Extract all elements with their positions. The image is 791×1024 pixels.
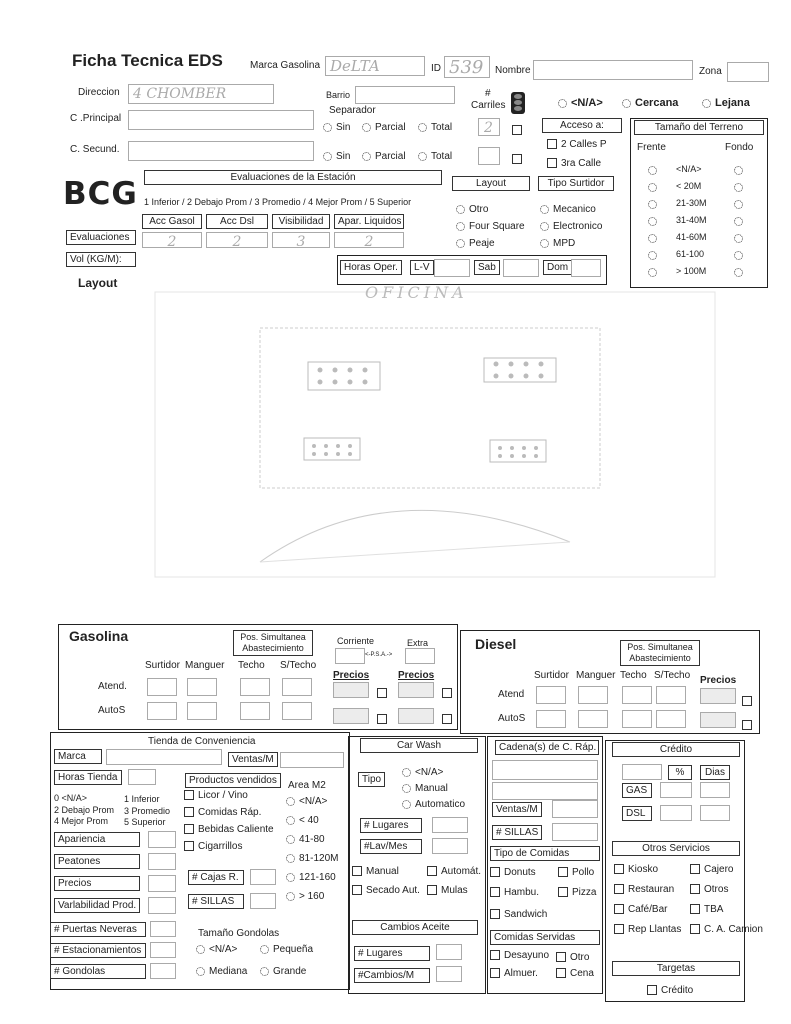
carriles-hash: # <box>485 88 491 99</box>
carwash-manual-check[interactable]: Manual <box>352 866 399 877</box>
corriente-label: Corriente <box>337 636 375 646</box>
calle-principal-field[interactable] <box>128 110 314 130</box>
diesel-cell[interactable] <box>622 686 652 704</box>
tam-gondolas-label: Tamaño Gondolas <box>198 928 280 939</box>
marca-label: Marca Gasolina <box>250 60 321 71</box>
frente-radio[interactable] <box>648 166 657 175</box>
terreno-title: Tamaño del Terreno <box>634 120 764 135</box>
tres-calle-checkbox[interactable]: 3ra Calle <box>547 158 601 169</box>
otros-opt-6[interactable]: Rep Llantas <box>614 924 681 935</box>
marca-field[interactable]: DeLTA <box>325 56 425 76</box>
desayuno-check[interactable]: Desayuno <box>490 950 549 961</box>
gondolas-field[interactable] <box>150 963 176 979</box>
diesel-pos-sim: Pos. Simultanea Abastecimiento <box>620 640 700 666</box>
layout-opt-2[interactable]: Peaje <box>456 238 495 249</box>
barrio-label: Barrio <box>326 90 351 100</box>
tienda-eval-field-0[interactable] <box>148 831 176 848</box>
layout-section-label: Layout <box>78 276 118 290</box>
carwash-automat-check[interactable]: Automát. <box>427 866 481 877</box>
tienda-marca-field[interactable] <box>106 749 222 765</box>
scale-1: 1 Inferior <box>124 794 160 804</box>
cadena-title: Cadena(s) de C. Ráp. <box>495 740 599 755</box>
gasolina-col-3: S/Techo <box>280 660 317 671</box>
zona-field[interactable] <box>727 62 769 82</box>
otros-opt-3[interactable]: Otros <box>690 884 728 895</box>
terreno-option: 31-40M <box>676 215 707 225</box>
proximity-lejana[interactable]: Lejana <box>702 97 750 109</box>
carriles-label: Carriles <box>471 100 506 111</box>
frente-radio[interactable] <box>648 183 657 192</box>
horas-tienda-field[interactable] <box>128 769 156 785</box>
carwash-auto-radio[interactable]: Automatico <box>402 799 465 810</box>
cambios-mes-field[interactable] <box>436 966 462 982</box>
layout-options-title: Layout <box>452 176 530 191</box>
targetas-credito-check[interactable]: Crédito <box>647 985 693 996</box>
diesel-cell[interactable] <box>578 686 608 704</box>
calle-secund-field[interactable] <box>128 141 314 161</box>
corriente-check-1[interactable] <box>377 684 391 702</box>
calle-principal-label: C .Principal <box>70 113 122 124</box>
carriles-principal-field[interactable]: 2 <box>478 118 500 136</box>
principal-total[interactable]: Total <box>418 122 452 133</box>
layout-opt-0[interactable]: Otro <box>456 204 488 215</box>
hambu-check[interactable]: Hambu. <box>490 887 539 898</box>
gasolina-cell[interactable] <box>147 702 177 720</box>
area-opt-0[interactable]: <N/A> <box>286 796 327 807</box>
diesel-cell[interactable] <box>536 710 566 728</box>
gasolina-cell[interactable] <box>187 678 217 696</box>
otros-opt-4[interactable]: Café/Bar <box>614 904 667 915</box>
carriles-secund-field[interactable] <box>478 147 500 165</box>
otros-opt-2[interactable]: Restauran <box>614 884 674 895</box>
scale-0: 0 <N/A> <box>54 793 88 803</box>
eval-value-3[interactable]: 2 <box>334 232 404 248</box>
corriente-field[interactable] <box>335 648 365 664</box>
terreno-option: 21-30M <box>676 198 707 208</box>
surtidor-opt-1[interactable]: Electronico <box>540 221 602 232</box>
scale-5: 5 Superior <box>124 817 166 827</box>
layout-opt-1[interactable]: Four Square <box>456 221 525 232</box>
eval-col-1: Acc Dsl <box>206 214 268 229</box>
area-opt-1[interactable]: < 40 <box>286 815 319 826</box>
gondola-na[interactable]: <N/A> <box>196 944 237 955</box>
gasolina-pos-sim: Pos. Simultanea Abastecimiento <box>233 630 313 656</box>
horas-dom-field[interactable] <box>571 259 601 277</box>
estac-field[interactable] <box>150 942 176 958</box>
gondola-pequena[interactable]: Pequeña <box>260 944 313 955</box>
gasolina-title: Gasolina <box>69 628 129 644</box>
tienda-title: Tienda de Conveniencia <box>148 736 256 747</box>
terreno-option: 61-100 <box>676 249 705 259</box>
nombre-field[interactable] <box>533 60 693 80</box>
frente-radio[interactable] <box>648 200 657 209</box>
puertas-label: # Puertas Neveras <box>50 922 146 937</box>
page-title: Ficha Tecnica EDS <box>72 51 223 70</box>
frente-radio[interactable] <box>648 234 657 243</box>
comidas-servidas-label: Comidas Servidas <box>490 930 600 945</box>
carwash-lugares-label: # Lugares <box>360 818 422 833</box>
carwash-lugares-field[interactable] <box>432 817 468 833</box>
tienda-eval-1: Peatones <box>54 854 140 869</box>
diesel-col-3: S/Techo <box>654 670 691 681</box>
id-label: ID <box>431 63 441 74</box>
eval-col-3: Apar. Liquidos <box>334 214 404 229</box>
tienda-ventas-field[interactable] <box>280 752 344 768</box>
gasolina-cell[interactable] <box>282 702 312 720</box>
productos-label: Productos vendidos <box>185 773 281 788</box>
product-check-1[interactable]: Comidas Ráp. <box>184 807 261 818</box>
gasolina-row-0: Atend. <box>98 681 127 692</box>
secund-checkbox[interactable] <box>512 150 526 168</box>
gasolina-col-0: Surtidor <box>145 660 181 671</box>
tienda-eval-3: Varlabilidad Prod. <box>54 898 140 913</box>
cambios-lugares-label: # Lugares <box>354 946 430 961</box>
scale-3: 3 Promedio <box>124 806 171 816</box>
cadena-sillas-label: # SILLAS <box>492 825 542 840</box>
product-check-0[interactable]: Licor / Vino <box>184 790 248 801</box>
tienda-eval-field-3[interactable] <box>148 897 176 914</box>
frente-radio[interactable] <box>648 217 657 226</box>
id-field[interactable]: 539 <box>444 56 490 78</box>
almuer-check[interactable]: Almuer. <box>490 968 538 979</box>
horas-tienda-label: Horas Tienda <box>54 770 122 785</box>
direccion-label: Direccion <box>78 87 120 98</box>
fondo-label: Fondo <box>725 142 754 153</box>
gasolina-row-1: AutoS <box>98 705 126 716</box>
mulas-check[interactable]: Mulas <box>427 885 468 896</box>
fondo-radio[interactable] <box>734 234 743 243</box>
terreno-option: 41-60M <box>676 232 707 242</box>
secund-parcial[interactable]: Parcial <box>362 151 406 162</box>
tienda-ventas-label: Ventas/M <box>228 752 278 767</box>
proximity-na[interactable]: <N/A> <box>558 97 603 109</box>
eval-col-0: Acc Gasol <box>142 214 202 229</box>
fondo-radio[interactable] <box>734 200 743 209</box>
frente-radio[interactable] <box>648 251 657 260</box>
otros-opt-7[interactable]: C. A. Camion <box>690 924 763 935</box>
extra-precio-1[interactable] <box>398 682 434 698</box>
extra-precio-2[interactable] <box>398 708 434 724</box>
diesel-cell[interactable] <box>578 710 608 728</box>
fondo-radio[interactable] <box>734 166 743 175</box>
diesel-col-2: Techo <box>620 670 647 681</box>
credito-gas-label: GAS <box>622 783 652 798</box>
tienda-eval-0: Apariencia <box>54 832 140 847</box>
cambios-title: Cambios Aceite <box>352 920 478 935</box>
eval-value-0[interactable]: 2 <box>142 232 202 248</box>
principal-parcial[interactable]: Parcial <box>362 122 406 133</box>
proximity-cercana[interactable]: Cercana <box>622 97 678 109</box>
frente-radio[interactable] <box>648 268 657 277</box>
terreno-option: > 100M <box>676 266 707 276</box>
extra-check-1[interactable] <box>442 684 456 702</box>
calle-secund-label: C. Secund. <box>70 144 120 155</box>
dias-label: Dias <box>700 765 730 780</box>
lav-field[interactable] <box>432 838 468 854</box>
carwash-manual-radio[interactable]: Manual <box>402 783 448 794</box>
horas-dom-label: Dom <box>543 260 572 275</box>
carwash-tipo-label: Tipo <box>358 772 385 787</box>
corriente-check-2[interactable] <box>377 710 391 728</box>
credito-dsl-dias[interactable] <box>700 805 730 821</box>
diesel-precio-1[interactable] <box>700 688 736 704</box>
eval-value-2[interactable]: 3 <box>272 232 330 248</box>
corriente-precio-1[interactable] <box>333 682 369 698</box>
credito-dsl-pct[interactable] <box>660 805 692 821</box>
corriente-precio-2[interactable] <box>333 708 369 724</box>
credito-top-field[interactable] <box>622 764 662 780</box>
separador-label: Separador <box>329 105 376 116</box>
gondolas-label: # Gondolas <box>50 964 146 979</box>
credito-dsl-label: DSL <box>622 806 652 821</box>
surtidor-opt-0[interactable]: Mecanico <box>540 204 596 215</box>
carwash-na[interactable]: <N/A> <box>402 767 443 778</box>
gasolina-col-2: Techo <box>238 660 265 671</box>
cadena-sillas-field[interactable] <box>552 823 598 841</box>
fondo-radio[interactable] <box>734 183 743 192</box>
otros-opt-0[interactable]: Kiosko <box>614 864 658 875</box>
gasolina-precios-1: Precios <box>333 670 370 681</box>
secund-total[interactable]: Total <box>418 151 452 162</box>
tienda-eval-2: Precios <box>54 876 140 891</box>
area-opt-4[interactable]: 121-160 <box>286 872 336 883</box>
extra-check-2[interactable] <box>442 710 456 728</box>
surtidor-title: Tipo Surtidor <box>538 176 614 191</box>
direccion-field[interactable]: 4 CHOMBER <box>128 84 274 104</box>
surtidor-opt-2[interactable]: MPD <box>540 238 575 249</box>
evaluaciones-title: Evaluaciones de la Estación <box>144 170 442 185</box>
donuts-check[interactable]: Donuts <box>490 867 536 878</box>
otros-opt-5[interactable]: TBA <box>690 904 723 915</box>
horas-lv-field[interactable] <box>434 259 470 277</box>
barrio-field[interactable] <box>355 86 455 104</box>
cambios-mes-label: #Cambios/M <box>354 968 430 983</box>
gasolina-cell[interactable] <box>187 702 217 720</box>
horas-sab-field[interactable] <box>503 259 539 277</box>
gasolina-col-1: Manguer <box>185 660 225 671</box>
puertas-field[interactable] <box>150 921 176 937</box>
gasolina-cell[interactable] <box>240 702 270 720</box>
psa-label: <-P.S.A.-> <box>365 652 393 658</box>
terreno-option: <N/A> <box>676 164 702 174</box>
extra-field[interactable] <box>405 648 435 664</box>
cena-check[interactable]: Cena <box>556 968 594 979</box>
targetas-title: Targetas <box>612 961 740 976</box>
diesel-check-1[interactable] <box>742 692 756 710</box>
gasolina-precios-2: Precios <box>398 670 435 681</box>
secund-sin[interactable]: Sin <box>323 151 350 162</box>
gasolina-cell[interactable] <box>147 678 177 696</box>
diesel-cell[interactable] <box>656 686 686 704</box>
cadena-name-field-2[interactable] <box>492 782 598 800</box>
tipo-comidas-label: Tipo de Comidas <box>490 846 600 861</box>
traffic-light-icon <box>511 92 525 114</box>
credito-gas-dias[interactable] <box>700 782 730 798</box>
horas-lv-label: L-V <box>410 260 434 275</box>
tienda-marca-label: Marca <box>54 749 102 764</box>
horas-sab-label: Sab <box>474 260 500 275</box>
zona-label: Zona <box>699 66 722 77</box>
diesel-cell[interactable] <box>622 710 652 728</box>
eval-scale: 1 Inferior / 2 Debajo Prom / 3 Promedio / 4 Mejor Prom / 5 Superior <box>144 197 412 207</box>
diesel-cell[interactable] <box>536 686 566 704</box>
cajas-field[interactable] <box>250 869 276 885</box>
cadena-ventas-field[interactable] <box>552 800 598 818</box>
diesel-precio-2[interactable] <box>700 712 736 728</box>
gasolina-cell[interactable] <box>240 678 270 696</box>
dos-calles-checkbox[interactable]: 2 Calles P <box>547 139 607 150</box>
gondola-grande[interactable]: Grande <box>260 966 306 977</box>
cajas-label: # Cajas R. <box>188 870 244 885</box>
sketch-oficina-text: OFICINA <box>365 283 468 302</box>
evaluaciones-label: Evaluaciones <box>66 230 136 245</box>
acceso-label: Acceso a: <box>542 118 622 133</box>
diesel-check-2[interactable] <box>742 716 756 734</box>
sandwich-check[interactable]: Sandwich <box>490 909 547 920</box>
pizza-check[interactable]: Pizza <box>558 887 596 898</box>
area-opt-2[interactable]: 41-80 <box>286 834 325 845</box>
eval-value-1[interactable]: 2 <box>206 232 268 248</box>
product-check-2[interactable]: Bebidas Caliente <box>184 824 274 835</box>
lav-label: #Lav/Mes <box>360 839 422 854</box>
tienda-eval-field-1[interactable] <box>148 853 176 870</box>
credito-gas-pct[interactable] <box>660 782 692 798</box>
fondo-radio[interactable] <box>734 251 743 260</box>
terreno-option: < 20M <box>676 181 702 191</box>
principal-sin[interactable]: Sin <box>323 122 350 133</box>
fondo-radio[interactable] <box>734 268 743 277</box>
diesel-title: Diesel <box>475 636 517 652</box>
estac-label: # Estacionamientos <box>50 943 146 958</box>
diesel-col-1: Manguer <box>576 670 616 681</box>
scale-4: 4 Mejor Prom <box>54 816 109 826</box>
principal-checkbox[interactable] <box>512 121 526 139</box>
pollo-check[interactable]: Pollo <box>558 867 594 878</box>
otros-opt-1[interactable]: Cajero <box>690 864 733 875</box>
cadena-ventas-label: Ventas/M <box>492 802 542 817</box>
credito-title: Crédito <box>612 742 740 757</box>
otro-check[interactable]: Otro <box>556 952 589 963</box>
diesel-cell[interactable] <box>656 710 686 728</box>
fondo-radio[interactable] <box>734 217 743 226</box>
diesel-row-1: AutoS <box>498 713 526 724</box>
secado-check[interactable]: Secado Aut. <box>352 885 420 896</box>
product-check-3[interactable]: Cigarrillos <box>184 841 242 852</box>
tienda-sillas-field[interactable] <box>250 893 276 909</box>
cadena-name-field[interactable] <box>492 760 598 780</box>
nombre-label: Nombre <box>495 65 531 76</box>
vol-label: Vol (KG/M): <box>66 252 136 267</box>
otros-title: Otros Servicios <box>612 841 740 856</box>
bcg-logo: BCG <box>63 176 138 212</box>
area-opt-5[interactable]: > 160 <box>286 891 324 902</box>
area-opt-3[interactable]: 81-120M <box>286 853 338 864</box>
frente-label: Frente <box>637 142 666 153</box>
scale-2: 2 Debajo Prom <box>54 805 115 815</box>
carwash-title: Car Wash <box>360 738 478 753</box>
diesel-precios: Precios <box>700 675 737 686</box>
cambios-lugares-field[interactable] <box>436 944 462 960</box>
gondola-mediana[interactable]: Mediana <box>196 966 247 977</box>
gasolina-cell[interactable] <box>282 678 312 696</box>
eval-col-2: Visibilidad <box>272 214 330 229</box>
horas-label: Horas Oper. <box>340 260 402 275</box>
pct-label: % <box>668 765 692 780</box>
tienda-eval-field-2[interactable] <box>148 875 176 892</box>
diesel-row-0: Atend <box>498 689 525 700</box>
diesel-col-0: Surtidor <box>534 670 570 681</box>
area-label: Area M2 <box>288 780 326 791</box>
layout-sketch <box>60 280 780 610</box>
extra-label: Extra <box>407 638 429 648</box>
tienda-sillas-label: # SILLAS <box>188 894 244 909</box>
